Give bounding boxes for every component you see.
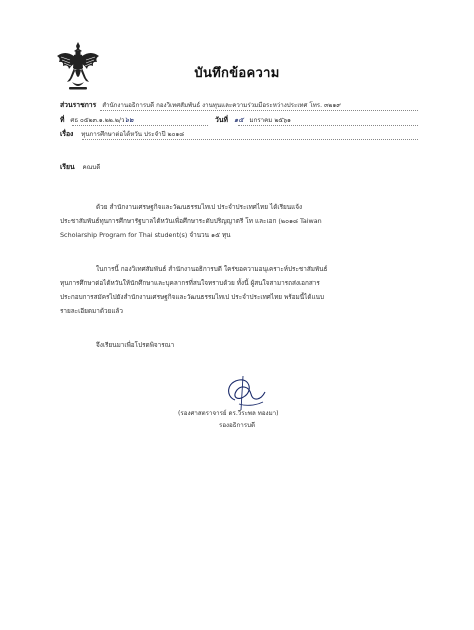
para2-line-1: ในการนี้ กองวิเทศสัมพันธ์ สำนักงานอธิการบดี ใคร่ขอความอนุเคราะห์ประชาสัมพันธ์ (96, 265, 328, 273)
signatory-name: (รองศาสตราจารย์ ดร.วีระพล ทองมา) (178, 410, 279, 417)
to-label: เรียน (60, 163, 75, 171)
ref-label: ที่ (60, 116, 65, 124)
date-month-year: มกราคม ๒๕๖๑ (249, 117, 291, 124)
para1-line-1: ด้วย สำนักงานเศรษฐกิจและวัฒนธรรมไทเป ประจำประเทศไทย ได้เรียนแจ้ง (96, 203, 303, 211)
ref-number: ๖๒ (124, 116, 134, 124)
ref-row (60, 116, 134, 125)
para2-line-2: ทุนการศึกษาต่อไต้หวันให้นักศึกษาและบุคลากรที่สนใจทราบด้วย ทั้งนี้ ผู้สนใจสามารถส่งเอกสาร (60, 279, 320, 287)
ref-dotted-rule (72, 125, 208, 126)
date-dotted-rule (238, 125, 418, 126)
para2-line-3: ประกอบการสมัครไปยังสำนักงานเศรษฐกิจและวัฒนธรรมไทเป ประจำประเทศไทย พร้อมนี้ได้แนบ (60, 293, 325, 301)
date-day: ๑๕ (233, 116, 244, 124)
to-value: คณบดี (82, 164, 101, 171)
subject-dotted-rule (82, 139, 418, 140)
para2-line-4: รายละเอียดมาด้วยแล้ว (60, 307, 123, 315)
agency-row (60, 101, 341, 110)
signatory-position: รองอธิการบดี (219, 422, 256, 429)
to-row (60, 163, 100, 172)
subject-value: ทุนการศึกษาต่อไต้หวัน ประจำปี ๒๐๑๘ (81, 131, 185, 138)
agency-dotted-rule (100, 110, 418, 111)
closing-text: จึงเรียนมาเพื่อโปรดพิจารณา (96, 341, 175, 349)
date-row (215, 116, 291, 125)
agency-label: ส่วนราชการ (60, 101, 97, 109)
para1-line-3: Scholarship Program for Thai student(s) จำนวน ๑๕ ทุน (60, 231, 231, 239)
memo-title: บันทึกข้อความ (194, 66, 280, 81)
subject-label: เรื่อง (60, 130, 74, 138)
body-paragraph-1 (60, 200, 420, 242)
para1-line-2: ประชาสัมพันธ์ทุนการศึกษารัฐบาลไต้หวันเพื่อศึกษาระดับปริญญาตรี โท และเอก (๒๐๑๘ Taiwan (60, 217, 322, 225)
date-label: วันที่ (215, 116, 228, 124)
subject-row (60, 130, 184, 139)
body-paragraph-2 (60, 262, 420, 318)
ref-value: ศธ ๐๕๒๓.๑.๒๒.๒/ว (70, 117, 125, 124)
agency-value: สำนักงานอธิการบดี กองวิเทศสัมพันธ์ งานทุนและความร่วมมือระหว่างประเทศ โทร. ๓๒๑๙ (102, 102, 341, 109)
